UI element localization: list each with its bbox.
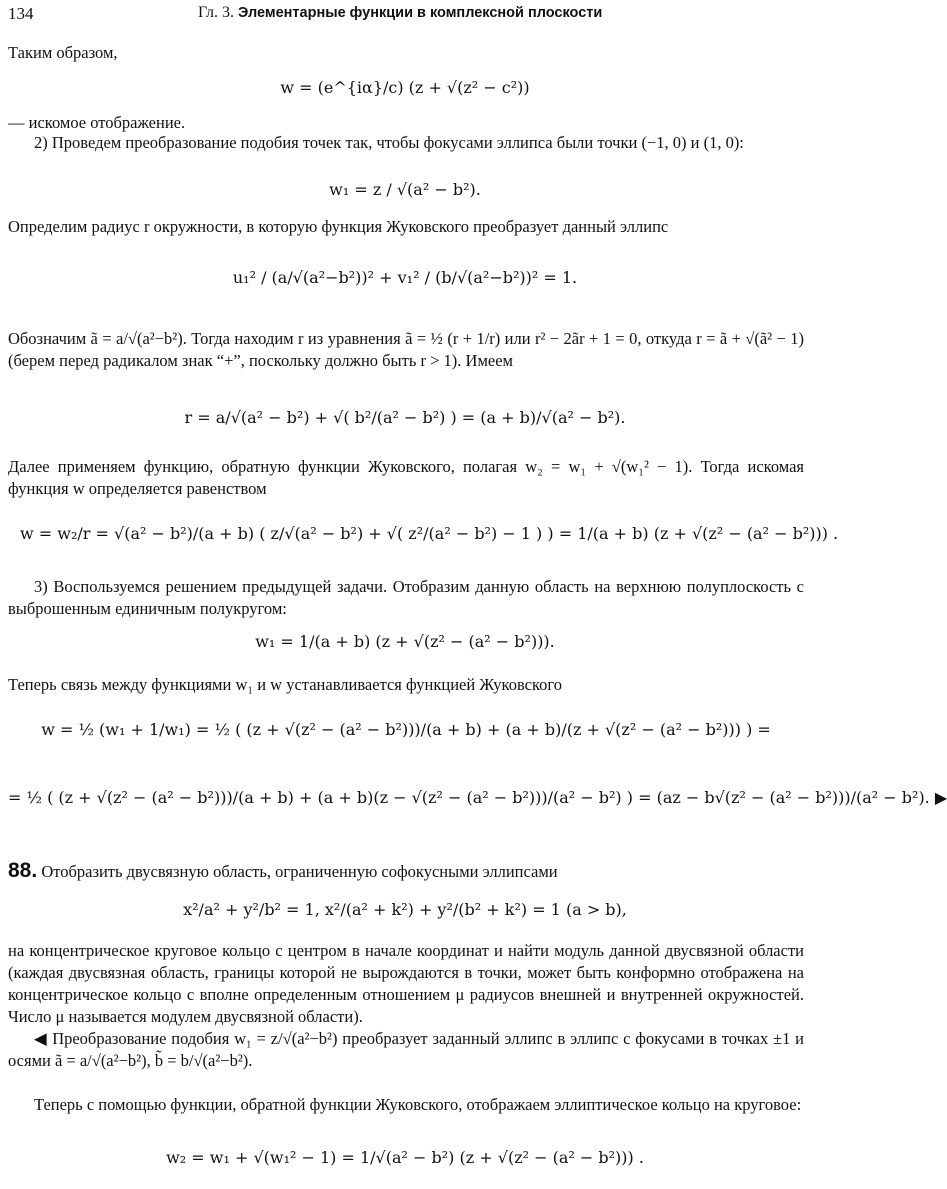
paragraph-concentric: на концентрическое круговое кольцо с центром в начале координат и найти модуль данной двусвязной области (каждая двусвязная область, границы которой не вырождаются в точки, может быть конформно отображена на концентрическое кольцо с вполне определенным отношением μ радиусов внешней и внутренней окружностей. Число μ называется модулем двусвязной области). [8, 941, 804, 1026]
chapter-title: Элементарные функции в комплексной плоскости [238, 5, 603, 21]
equation-confocal-ellipses: x²/a² + y²/b² = 1, x²/(a² + k²) + y²/(b² + k²) = 1 (a > b), [183, 900, 627, 919]
page-number: 134 [8, 4, 34, 23]
paragraph-sought: — искомое отображение. [8, 113, 186, 132]
paragraph-step-3: 3) Воспользуемся решением предыдущей задачи. Отобразим данную область на верхнюю полуплоскость с выброшенным единичным полукругом: [8, 577, 804, 618]
problem-88 [8, 860, 804, 883]
problem-statement: Отобразить двусвязную область, ограниченную софокусными эллипсами [41, 862, 558, 881]
chapter-heading [198, 4, 602, 22]
equation-w1-half-disk: w₁ = 1/(a + b) (z + √(z² − (a² − b²))). [255, 632, 555, 651]
equation-ellipse: u₁² / (a/√(a²−b²))² + v₁² / (b/√(a²−b²))² = 1. [232, 268, 578, 287]
problem-number: 88. [8, 859, 38, 882]
chapter-number: Гл. 3. [198, 4, 235, 21]
equation-similarity: w₁ = z / √(a² − b²). [329, 180, 481, 199]
paragraph-thus: Таким образом, [8, 43, 118, 62]
paragraph-now: Теперь с помощью функции, обратной функции Жуковского, отображаем эллиптическое кольцо на круговое: [34, 1095, 802, 1114]
paragraph-radius: Определим радиус r окружности, в которую функция Жуковского преобразует данный эллипс [8, 217, 669, 236]
equation-zhukovsky-2: = ½ ( (z + √(z² − (a² − b²)))/(a + b) + (a + b)(z − √(z² − (a² − b²)))/(a² − b²) ) = (az − b√(z² − (a² − b²)))/(a² − b²). ▶ [8, 788, 947, 807]
equation-w2: w = w₂/r = √(a² − b²)/(a + b) ( z/√(a² − b²) + √( z²/(a² − b²) − 1 ) ) = 1/(a + b) (z + √(z² − (a² − b²))) . [20, 524, 839, 543]
equation-w: w = (e^{iα}/c) (z + √(z² − c²)) [280, 78, 530, 97]
equation-final: w₂ = w₁ + √(w₁² − 1) = 1/√(a² − b²) (z + √(z² − (a² − b²))) . [166, 1148, 644, 1167]
running-header [8, 4, 800, 26]
paragraph-link: Теперь связь между функциями w₁ и w устанавливается функцией Жуковского [8, 675, 563, 694]
equation-r: r = a/√(a² − b²) + √( b²/(a² − b²) ) = (a + b)/√(a² − b²). [184, 408, 626, 427]
paragraph-step-2: 2) Проведем преобразование подобия точек так, чтобы фокусами эллипса были точки (−1, 0) и (1, 0): [34, 133, 744, 152]
paragraph-further: Далее применяем функцию, обратную функции Жуковского, полагая w₂ = w₁ + √(w₁² − 1). Тогда искомая функция w определяется равенством [8, 457, 804, 498]
paragraph-denote: Обозначим ã = a/√(a²−b²). Тогда находим r из уравнения ã = ½ (r + 1/r) или r² − 2ãr + 1 = 0, откуда r = ã + √(ã² − 1) (берем перед радикалом знак “+”, поскольку должно быть r > 1). Имеем [8, 329, 804, 370]
equation-zhukovsky-1: w = ½ (w₁ + 1/w₁) = ½ ( (z + √(z² − (a² − b²)))/(a + b) + (a + b)/(z + √(z² − (a² − b²))) ) = [41, 720, 771, 739]
paragraph-similarity: ◀ Преобразование подобия w₁ = z/√(a²−b²) преобразует заданный эллипс в эллипс с фокусами в точках ±1 и осями ã = a/√(a²−b²), b̃ = b/√(a²−b²). [8, 1029, 804, 1070]
